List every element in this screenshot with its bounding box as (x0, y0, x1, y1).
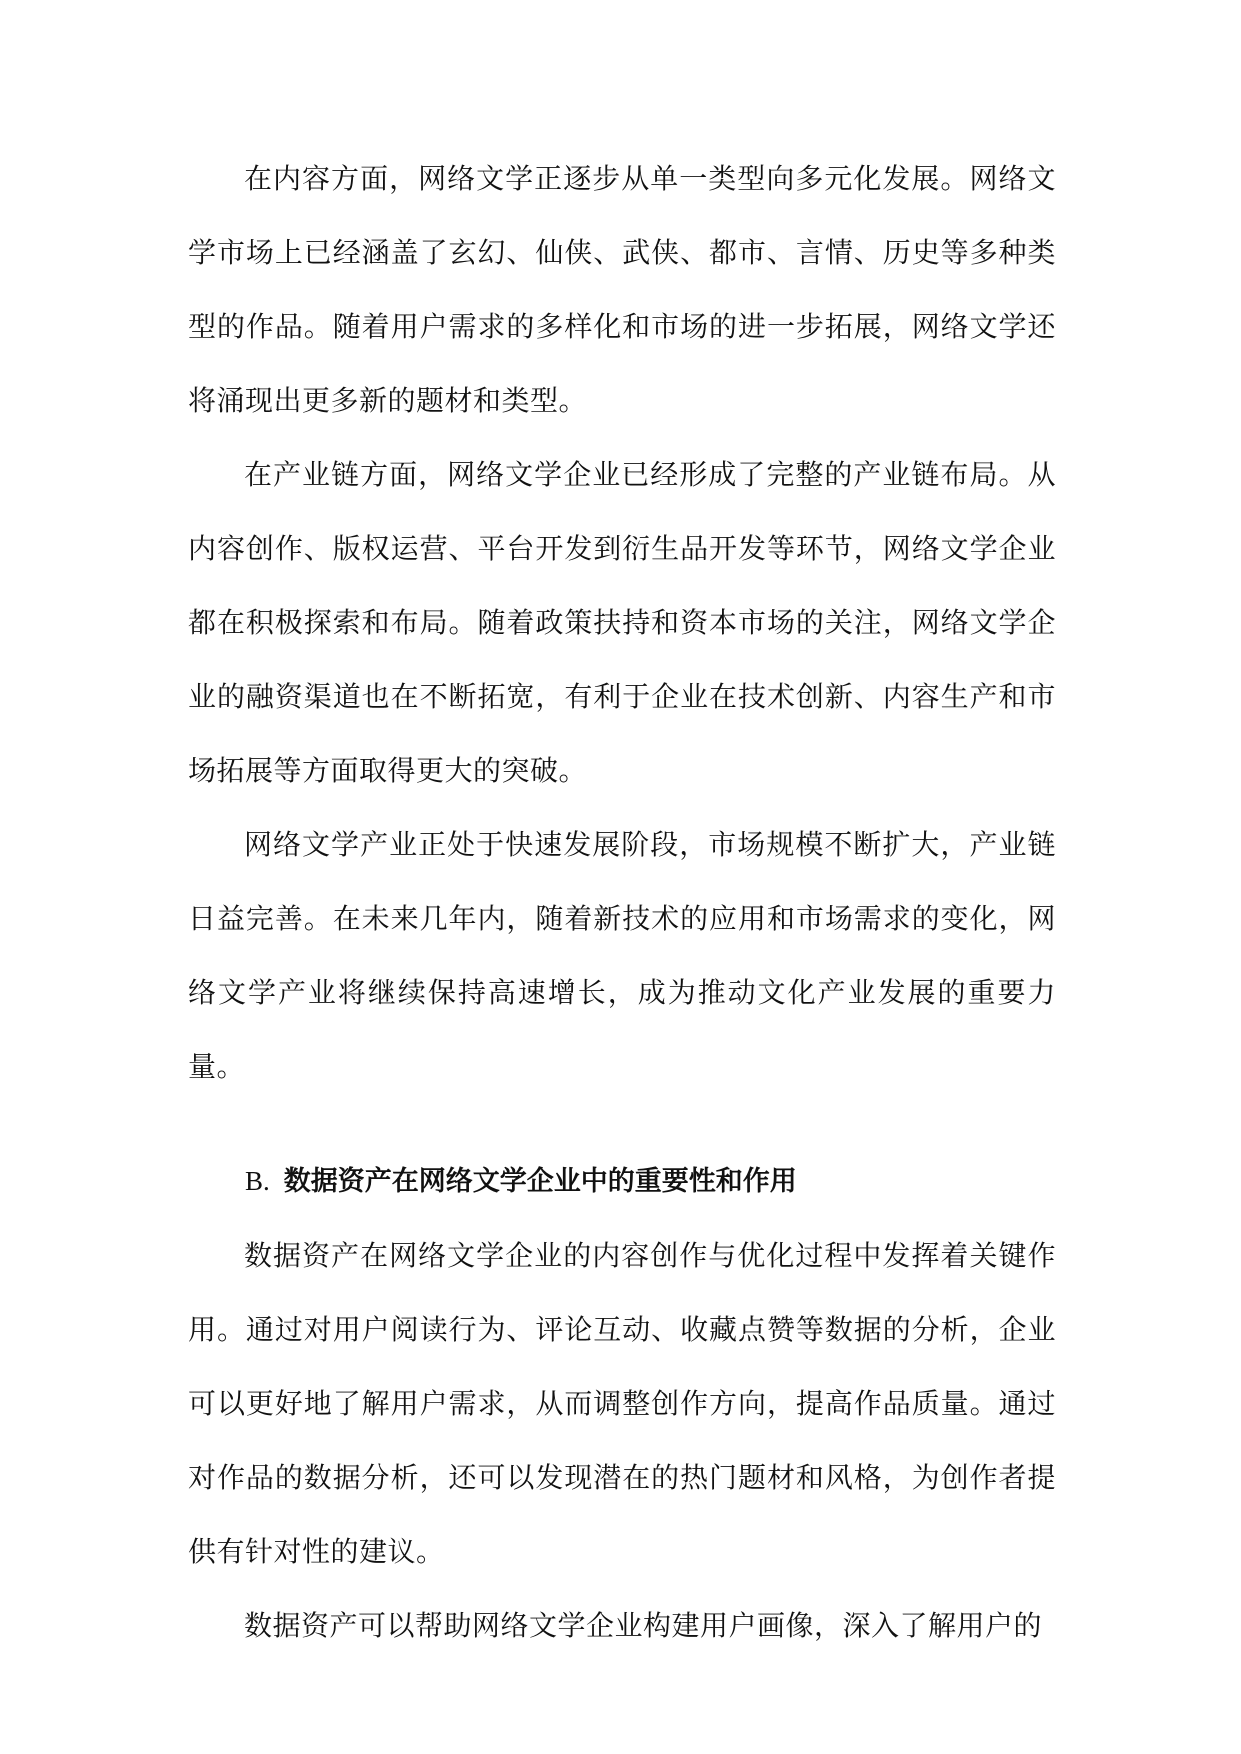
page-body (188, 142, 1056, 1663)
paragraph-content-diversification: 在内容方面，网络文学正逐步从单一类型向多元化发展。网络文学市场上已经涵盖了玄幻、仙侠、武侠、都市、言情、历史等多种类型的作品。随着用户需求的多样化和市场的进一步拓展，网络文学还将涌现出更多新的题材和类型。 (188, 162, 1056, 417)
paragraph-user-portrait: 数据资产可以帮助网络文学企业构建用户画像，深入了解用户的 (244, 1609, 1043, 1642)
section-heading (188, 1144, 1056, 1219)
section-heading-title: 数据资产在网络文学企业中的重要性和作用 (283, 1166, 797, 1197)
paragraph-data-asset-creation: 数据资产在网络文学企业的内容创作与优化过程中发挥着关键作用。通过对用户阅读行为、评论互动、收藏点赞等数据的分析，企业可以更好地了解用户需求，从而调整创作方向，提高作品质量。通过对作品的数据分析，还可以发现潜在的热门题材和风格，为创作者提供有针对性的建议。 (188, 1239, 1056, 1568)
paragraph-industry-growth: 网络文学产业正处于快速发展阶段，市场规模不断扩大，产业链日益完善。在未来几年内，随着新技术的应用和市场需求的变化，网络文学产业将继续保持高速增长，成为推动文化产业发展的重要力量。 (188, 828, 1056, 1083)
section-heading-label: B. (245, 1166, 270, 1196)
paragraph-industry-chain: 在产业链方面，网络文学企业已经形成了完整的产业链布局。从内容创作、版权运营、平台开发到衍生品开发等环节，网络文学企业都在积极探索和布局。随着政策扶持和资本市场的关注，网络文学企业的融资渠道也在不断拓宽，有利于企业在技术创新、内容生产和市场拓展等方面取得更大的突破。 (188, 458, 1056, 787)
